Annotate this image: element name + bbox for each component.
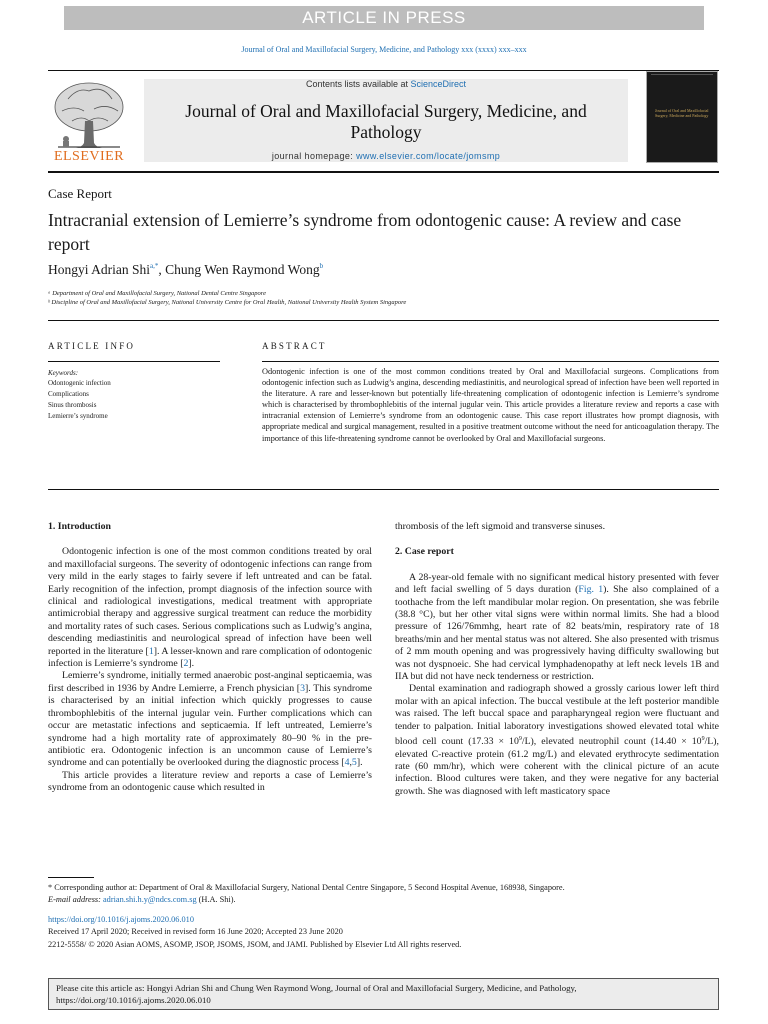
author-name[interactable]: Hongyi Adrian Shi (48, 262, 151, 277)
text-run: Lemierre’s syndrome, initially termed anaerobic post-anginal septicaemia, was first described in 1936 by Andre Lemierre, a French physician [ (48, 670, 372, 694)
reference-link[interactable]: 5 (351, 757, 357, 769)
article-metadata (48, 914, 728, 951)
copyright-line: 2212-5558/ © 2020 Asian AOMS, ASOMP, JSOP, JSOMS, JSOM, and JAMI. Published by Elsevier Ltd All rights reserved. (48, 939, 462, 949)
text-run: A 28-year-old female with no significant medical history presented with fever and left facial swelling of 5 days duration ( (395, 571, 719, 596)
text-run: /L), elevated C-reactive protein (61.2 mg/L) and elevated erythrocyte sedimentation rate (60 mm/hr), which were coherent with the clinical picture of an acute infection. Blood cultures were taken, and they were negative for any bacterial growth. She was diagnosed with left masticatory space (395, 736, 719, 797)
email-label: E-mail address: (48, 895, 103, 905)
text-run: ]. This syndrome is characterised by an initial infection which quickly progresses to cause thrombophlebitis of the internal jugular vein. Further complications which can occur are metastatic infections and septicaemia. If left untreated, Lemierre’s syndrome had a high mortality rate of approximately 80–90 % in the pre-antibiotic era. Odontogenic infection is an uncommon cause of Lemierre’s syndrome and can potentially be overlooked during the diagnostic process [ (48, 682, 372, 769)
intro-paragraph-3: This article provides a literature review and reports a case of Lemierre’s syndrome from an odontogenic cause which resulted in (48, 769, 372, 794)
received-dates: Received 17 April 2020; Received in revised form 16 June 2020; Accepted 23 June 2020 (48, 927, 343, 937)
article-type: Case Report (48, 186, 112, 201)
body-column-left (48, 521, 372, 795)
exponent: 9 (518, 736, 522, 743)
text-run: Odontogenic infection is one of the most common conditions treated by oral and maxillofacial surgeons. The severity of odontogenic infections can range from very mild in the early stages to fairly severe if left untreated and can be fatal. Early recognition of the infection, prompt diagnosis of the infection source with clinical and radiological investigations, medical treatment with appropriate antimicrobial therapy and aggressive surgical treatment can reduce the morbidity and mortality rates of such cases. Serious complications such as Ludwig’s angina, descending mediastinitis and neurological spread of infection have been well reported in the literature [ (48, 546, 372, 657)
figure-link[interactable]: Fig. 1 (578, 584, 604, 596)
article-info-heading: ARTICLE INFO (48, 341, 136, 351)
text-run: Dental examination and radiograph showed a grossly carious lower left third molar with an apical infection. The buccal vestibule at the left posterior mandible was raised. The left buccal space and parapharyngeal region were fluctuant and tender to palpation. Initial laboratory investigations showed elevated total white blood cell count (17.33 × 10 (395, 683, 719, 748)
abstract-bottom-rule (48, 489, 719, 490)
contents-line (144, 79, 628, 89)
contents-prefix: Contents lists available at (305, 79, 411, 89)
corresponding-author-footnote (48, 882, 728, 907)
section-heading-case-report: 2. Case report (395, 546, 454, 558)
email-line (48, 894, 728, 906)
text-run: ]. (188, 658, 195, 670)
affiliation-b: ᵇ Discipline of Oral and Maxillofacial Surgery, National University Centre for Oral Health, National University Health System Singapore (48, 299, 407, 306)
author-name[interactable]: Chung Wen Raymond Wong (165, 262, 320, 277)
footnote-rule (48, 877, 94, 878)
journal-cover-image[interactable] (646, 71, 718, 163)
homepage-line (144, 151, 628, 161)
homepage-link[interactable]: www.elsevier.com/locate/jomsmp (356, 151, 501, 161)
author-list (48, 262, 323, 278)
info-top-rule (48, 320, 719, 321)
keywords-label: Keywords: (48, 369, 79, 377)
masthead-top-rule (48, 70, 719, 71)
reference-link[interactable]: 2 (183, 658, 189, 670)
info-underline (48, 361, 220, 362)
reference-link[interactable]: 3 (300, 682, 305, 694)
corresponding-author: * Corresponding author at: Department of Oral & Maxillofacial Surgery, National Dental Centre Singapore, 5 Second Hospital Avenue, 168938, Singapore. (48, 883, 565, 892)
author-separator: , (158, 262, 166, 277)
keyword-item: Lemierre’s syndrome (48, 412, 108, 420)
article-in-press-banner: ARTICLE IN PRESS (64, 6, 704, 30)
journal-reference[interactable]: Journal of Oral and Maxillofacial Surgery, Medicine, and Pathology xxx (xxxx) xxx–xxx (241, 45, 527, 54)
text-run: , (349, 757, 352, 769)
reference-link[interactable]: 4 (344, 757, 350, 769)
text-run: ). She also complained of a toothache from the left mandibular molar region. On presentation, she was febrile (38.8 °C), but her other vital signs were within normal limits. She had a blood pressure of 126/76mmhg, heart rate of 82 beats/min, respiratory rate of 18 breaths/min and her mental status was not altered. She also presented with trismus of 2 mm mouth opening and was progressively having difficulty swallowing but was not dyspnoeic. She had cervical lymphadenopathy at left neck levels 1B and IIA but did not have neck tenderness or restriction. (395, 584, 720, 683)
email-suffix: (H.A. Shi). (196, 895, 236, 905)
keyword-item: Odontogenic infection (48, 379, 111, 387)
sciencedirect-link[interactable]: ScienceDirect (410, 79, 467, 89)
author-affiliation-marker[interactable]: b (319, 262, 324, 270)
body-column-right (395, 521, 719, 798)
cite-this-article-box: Please cite this article as: Hongyi Adrian Shi and Chung Wen Raymond Wong, Journal of Oral and Maxillofacial Surgery, Medicine, and Pathology, https://doi.org/10.1016/j.ajoms.2020.06.010 (48, 978, 719, 1010)
reference-link[interactable]: 1 (148, 645, 154, 657)
journal-title: Journal of Oral and Maxillofacial Surgery, Medicine, and Pathology (185, 101, 587, 142)
masthead-bottom-rule (48, 171, 719, 173)
intro-paragraph-2 (48, 670, 372, 769)
author-affiliation-marker[interactable]: a,* (150, 262, 159, 270)
cover-strip (651, 74, 713, 79)
abstract-text: Odontogenic infection is one of the most common conditions treated by Oral and Maxillofacial surgeons. Complications from odontogenic infection such as Ludwig’s angina, descending mediastinitis, and neurological spread of infection have been well reported in the literature. A rare and lesser-known but potentially life-threatening complication of odontogenic infection is Lemierre’s syndrome which is characterised by thrombophlebitis of the internal jugular vein. This article provides a literature review and reports a case with intracranial extension of Lemierre’s syndrome from an odontogenic cause. This case report illustrates how prompt diagnosis, with appropriate medical and surgical management, resulted in a positive treatment outcome without the need for anticoagulation therapy. The importance of this life-threatening syndrome cannot be overlooked by Oral and Maxillofacial surgeons. (262, 367, 719, 443)
case-paragraph-2 (395, 683, 719, 798)
text-run: /L), elevated neutrophil count (14.40 × 10 (521, 736, 702, 748)
cover-title: Journal of Oral and Maxillofacial Surgery, Medicine and Pathology (655, 108, 709, 118)
keyword-item: Sinus thrombosis (48, 401, 97, 409)
elsevier-wordmark: ELSEVIER (53, 149, 125, 164)
continued-paragraph: thrombosis of the left sigmoid and transverse sinuses. (395, 521, 606, 532)
text-run: ]. (356, 757, 363, 769)
exponent: 9 (701, 736, 705, 743)
email-link[interactable]: adrian.shi.h.y@ndcs.com.sg (103, 895, 197, 905)
text-run: ]. A lesser-known and rare complication of odontogenic infection is Lemierre’s syndrome [ (48, 645, 372, 670)
abstract-underline (262, 361, 719, 362)
intro-paragraph-1 (48, 546, 372, 670)
article-title: Intracranial extension of Lemierre’s syndrome from odontogenic cause: A review and case report (48, 210, 682, 254)
abstract-heading: ABSTRACT (262, 341, 327, 351)
keyword-item: Complications (48, 390, 89, 398)
affiliation-a: ᵃ Department of Oral and Maxillofacial Surgery, National Dental Centre Singapore (48, 290, 266, 297)
homepage-prefix: journal homepage: (271, 151, 357, 161)
case-paragraph-1 (395, 572, 719, 684)
section-heading-introduction: 1. Introduction (48, 521, 111, 532)
doi-link[interactable]: https://doi.org/10.1016/j.ajoms.2020.06.010 (48, 915, 194, 924)
